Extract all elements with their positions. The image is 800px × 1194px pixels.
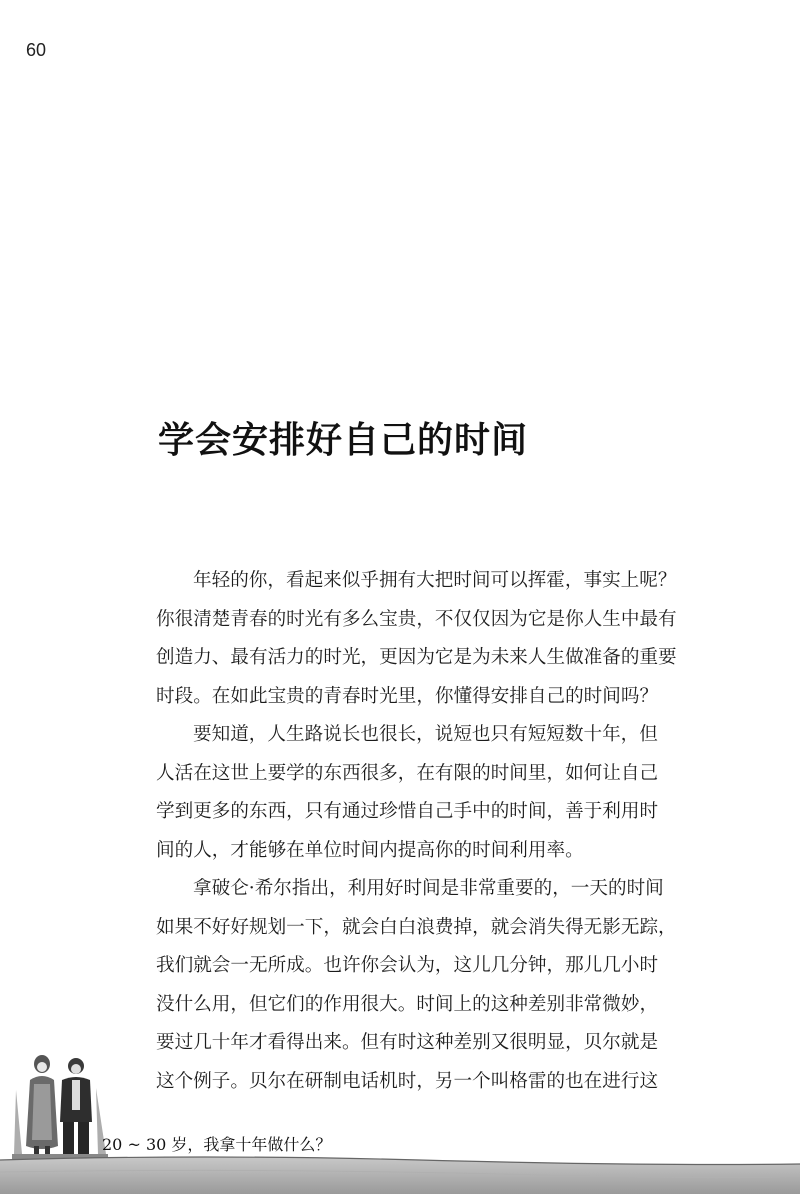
text-line: 年轻的你，看起来似乎拥有大把时间可以挥霍，事实上呢？ [193,570,677,591]
text-line: 人活在这世上要学的东西很多，在有限的时间里，如何让自己 [156,762,659,784]
body-text [156,562,738,1101]
text-line: 间的人，才能够在单位时间内提高你的时间利用率。 [156,839,584,861]
text-line: 拿破仑·希尔指出，利用好时间是非常重要的，一天的时间 [193,878,664,899]
text-line: 要知道，人生路说长也很长，说短也只有短短数十年，但 [193,724,658,745]
couple-illustration [12,1050,108,1160]
text-line: 你很清楚青春的时光有多么宝贵，不仅仅因为它是你人生中最有 [156,608,677,630]
page-number: 60 [26,40,47,60]
text-line: 学到更多的东西，只有通过珍惜自己手中的时间，善于利用时 [156,801,659,822]
text-line: 时段。在如此宝贵的青春时光里，你懂得安排自己的时间吗？ [156,685,659,707]
footer-decoration [0,1150,800,1194]
paragraph [156,870,738,1101]
footer-book-title: 20 ~ 30 岁，我拿十年做什么？ [102,1135,332,1154]
text-line: 创造力、最有活力的时光，更因为它是为未来人生做准备的重要 [156,647,677,668]
text-line: 我们就会一无所成。也许你会认为，这儿几分钟，那儿几小时 [156,955,659,976]
chapter-title: 学会安排好自己的时间 [158,420,529,461]
text-line: 要过几十年才看得出来。但有时这种差别又很明显，贝尔就是 [156,1032,659,1053]
paragraph [156,716,738,870]
text-line: 如果不好好规划一下，就会白白浪费掉，就会消失得无影无踪， [156,916,677,938]
paragraph [156,562,738,716]
text-line: 这个例子。贝尔在研制电话机时，另一个叫格雷的也在进行这 [156,1070,659,1092]
text-line: 没什么用，但它们的作用很大。时间上的这种差别非常微妙， [156,993,659,1015]
